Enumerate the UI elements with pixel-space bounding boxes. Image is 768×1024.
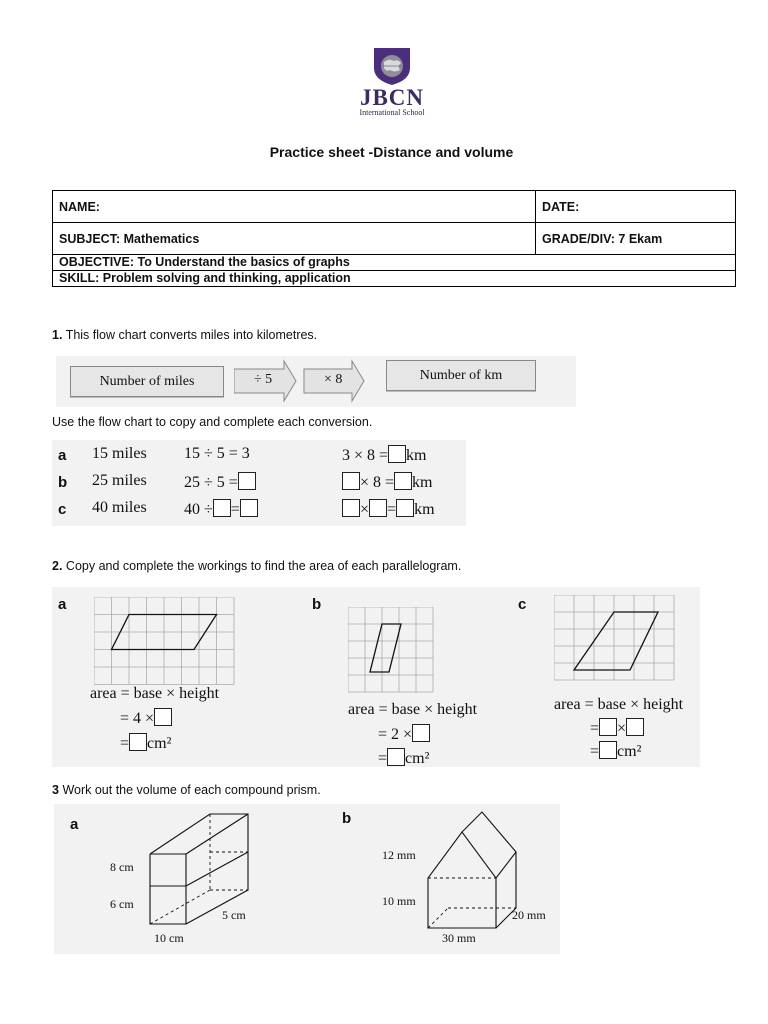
objective-label: OBJECTIVE: To Understand the basics of graphs [53,255,736,271]
working-text: = 4 × [120,710,155,727]
parallelogram-grid-a [94,597,240,687]
working-text: 25 ÷ 5 = [184,474,238,491]
working-line [590,718,644,738]
multiplication-working [342,445,427,465]
conversion-exercises [52,440,466,526]
multiplication-working [342,499,435,519]
flow-chart [56,356,576,407]
answer-box[interactable] [342,499,360,517]
answer-box[interactable] [388,445,406,463]
item-letter: a [70,816,79,833]
question-number: 3 [52,783,59,797]
working-line [378,724,430,744]
school-logo [340,46,470,121]
item-letter: a [58,596,67,613]
question-text: Copy and complete the workings to find the area of each parallelogram. [65,559,462,573]
answer-box[interactable] [342,472,360,490]
prism-exercises [54,804,560,954]
page-title: Practice sheet -Distance and volume [269,144,514,160]
skill-label: SKILL: Problem solving and thinking, application [53,271,736,287]
item-letter: b [312,596,322,613]
conversion-row-c [52,496,466,522]
row-letter: b [58,474,68,491]
unit-label: cm² [405,750,430,767]
question-1 [52,328,317,342]
parallelogram-grid-c [554,595,678,687]
working-text: = [590,743,600,760]
division-working [184,499,258,519]
flow-step-multiply: × 8 [324,372,343,387]
working-line [120,733,171,753]
table-row [53,271,736,287]
dimension-label: 10 mm [382,894,416,908]
working-line [120,708,172,728]
working-text: × [360,501,370,518]
table-row [53,191,736,223]
item-letter: c [518,596,527,613]
working-text: 3 × 8 = [342,447,389,464]
grade-label: GRADE/DIV: 7 Ekam [536,223,736,255]
answer-box[interactable] [396,499,414,517]
table-row [53,255,736,271]
question-number: 2. [52,559,63,573]
answer-box[interactable] [412,724,430,742]
working-text: = 2 × [378,726,413,743]
dimension-label: 12 mm [382,848,416,862]
answer-box[interactable] [626,718,644,736]
working-line [590,741,641,761]
logo-brand: JBCN [359,85,425,110]
division-working [184,472,256,492]
name-label: NAME: [53,191,536,223]
working-text: × [617,720,627,737]
table-row [53,223,736,255]
division-working: 15 ÷ 5 = 3 [184,445,250,462]
row-miles: 25 miles [92,472,147,489]
conversion-row-a [52,442,466,468]
multiplication-working [342,472,433,492]
question-text: Work out the volume of each compound prism. [62,783,321,797]
answer-box[interactable] [394,472,412,490]
working-text: = [230,501,240,518]
parallelogram-grid-b [348,607,436,699]
info-table [52,190,736,287]
answer-box[interactable] [387,748,405,766]
date-label: DATE: [536,191,736,223]
item-letter: b [342,810,352,827]
question-2 [52,559,461,573]
area-formula: area = base × height [554,696,684,713]
parallelogram-exercises [52,587,700,767]
unit-label: cm² [147,735,172,752]
shield-globe-icon [340,46,444,86]
unit-label: km [414,501,435,518]
working-line [378,748,429,768]
working-text: = [590,720,600,737]
area-formula: area = base × height [348,701,478,718]
dimension-label: 5 cm [222,908,246,922]
working-text: × 8 = [360,474,395,491]
answer-box[interactable] [213,499,231,517]
answer-box[interactable] [599,741,617,759]
answer-box[interactable] [240,499,258,517]
row-letter: c [58,501,67,518]
answer-box[interactable] [154,708,172,726]
answer-box[interactable] [599,718,617,736]
conversion-row-b [52,469,466,495]
question-text: This flow chart converts miles into kilometres. [65,328,318,342]
question-number: 1. [52,328,63,342]
unit-label: cm² [617,743,642,760]
working-text: = [387,501,397,518]
unit-label: km [412,474,433,491]
flow-end-box: Number of km [386,360,536,391]
answer-box[interactable] [369,499,387,517]
flow-step-divide: ÷ 5 [254,372,273,387]
subject-label: SUBJECT: Mathematics [53,223,536,255]
dimension-label: 30 mm [442,931,476,945]
q1-instruction: Use the flow chart to copy and complete each conversion. [52,415,373,429]
working-text: = [120,735,130,752]
dimension-label: 10 cm [154,931,184,945]
dimension-label: 8 cm [110,860,134,874]
row-miles: 40 miles [92,499,147,516]
dimension-label: 20 mm [512,908,546,922]
dimension-label: 6 cm [110,897,134,911]
unit-label: km [406,447,427,464]
working-text: = [378,750,388,767]
answer-box[interactable] [238,472,256,490]
working-text: 40 ÷ [184,501,213,518]
row-miles: 15 miles [92,445,147,462]
row-letter: a [58,447,67,464]
area-formula: area = base × height [90,685,220,702]
logo-subtitle: International School [359,108,425,117]
flow-start-box: Number of miles [70,366,224,397]
answer-box[interactable] [129,733,147,751]
question-3 [52,783,321,797]
